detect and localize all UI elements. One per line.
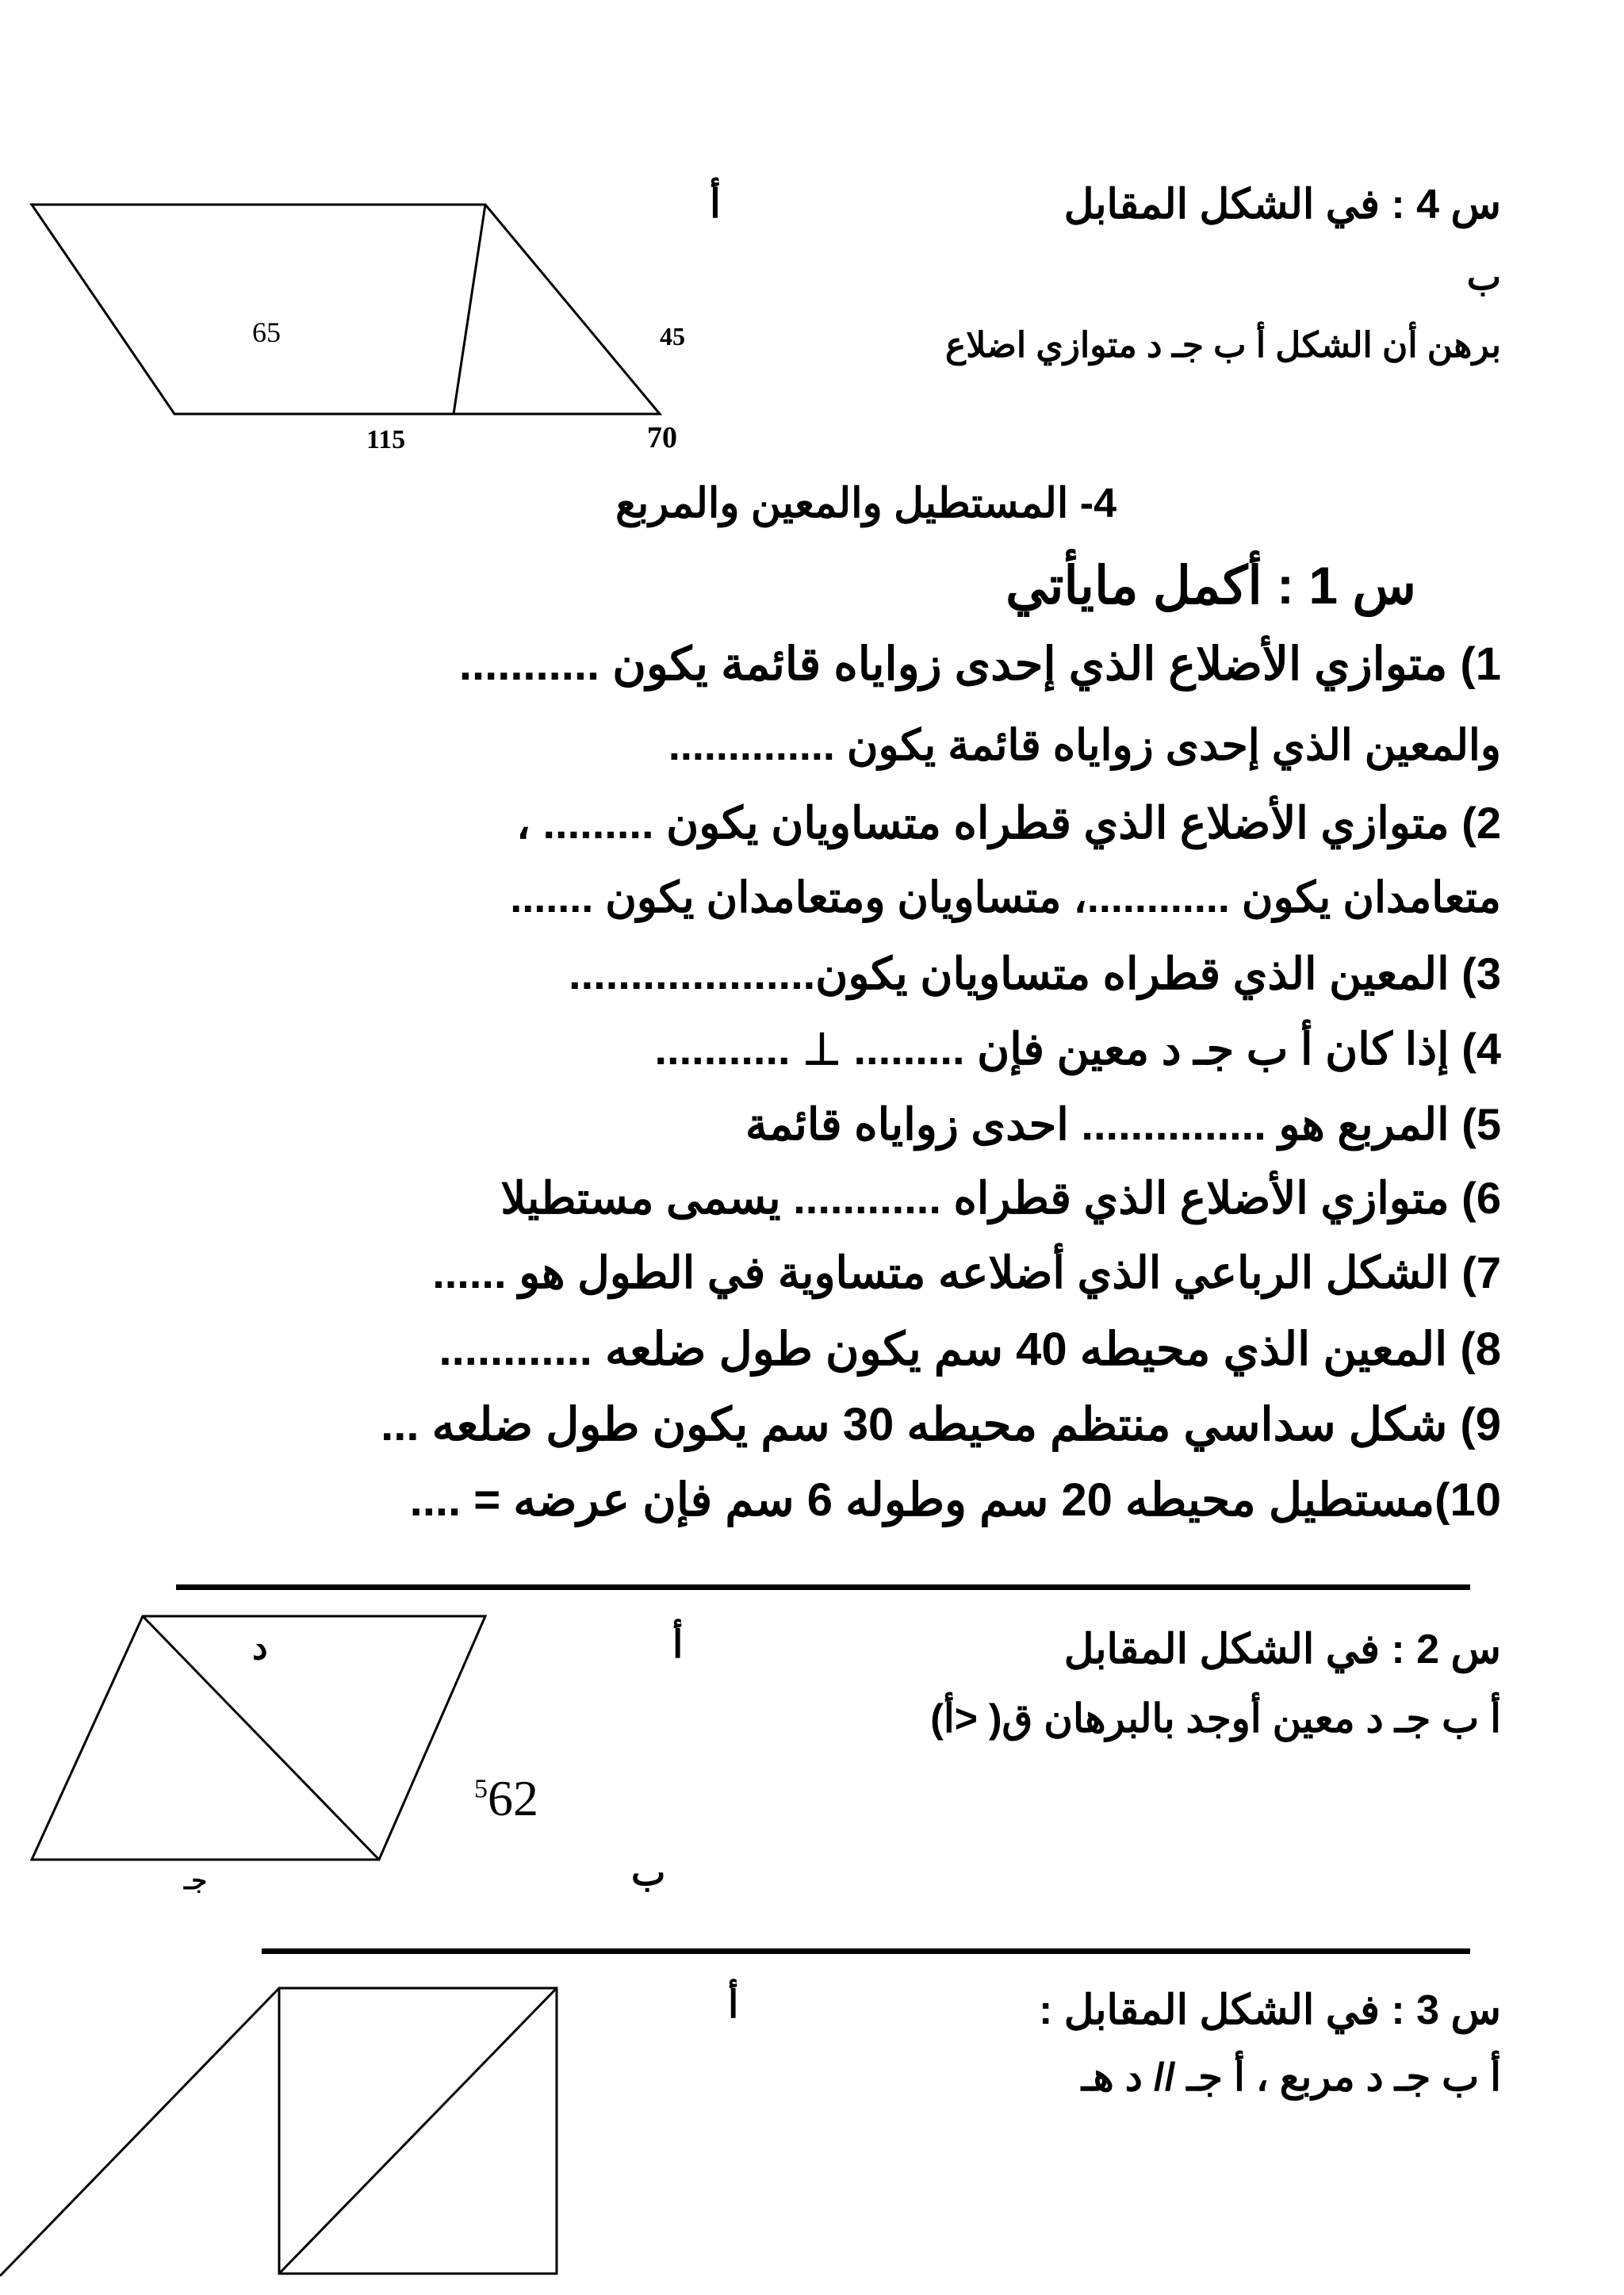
q1-item-2b: متعامدان يكون ............، متساويان ومتعامدان يكون ....... — [510, 874, 1501, 921]
q4-prove-text: برهن أن الشكل أ ب جـ د متوازي اضلاع — [945, 326, 1501, 365]
q3-figure — [0, 1988, 557, 2276]
q4-figure — [32, 205, 660, 414]
q1-item-1b: والمعين الذي إحدى زواياه قائمة يكون .............. — [668, 722, 1501, 769]
q4-angle-45: 45 — [660, 322, 685, 351]
q2-angle-value: 62 — [488, 1770, 538, 1826]
q2-angle-label — [474, 1770, 538, 1826]
q1-item-3: 3) المعين الذي قطراه متساويان يكون.................... — [569, 948, 1501, 998]
q2-angle-sup: 5 — [474, 1774, 488, 1804]
q3-parallel-line — [0, 1988, 279, 2276]
q3-title: س 3 : في الشكل المقابل : — [1038, 1987, 1501, 2033]
q1-item-8: 8) المعين الذي محيطه 40 سم يكون طول ضلعه ............ — [439, 1324, 1501, 1375]
q2-text: أ ب جـ د معين أوجد بالبرهان ق( <أ) — [930, 1696, 1501, 1741]
section-title: 4- المستطيل والمعين والمربع — [615, 481, 1116, 527]
q2-label-b: ب — [631, 1852, 666, 1893]
q4-angle-115: 115 — [366, 425, 406, 454]
q4-title: س 4 : في الشكل المقابل — [1063, 182, 1501, 228]
q4-parallelogram — [32, 205, 660, 414]
q2-label-a: أ — [672, 1624, 684, 1666]
q1-item-5: 5) المربع هو ............... احدى زواياه قائمة — [745, 1099, 1501, 1149]
q2-title: س 2 : في الشكل المقابل — [1063, 1626, 1501, 1672]
q1-title: س 1 : أكمل مايأتي — [1005, 556, 1416, 615]
q1-item-6: 6) متوازي الأضلاع الذي قطراه ............ يسمى مستطيلا — [500, 1173, 1501, 1223]
q4-angle-65: 65 — [252, 316, 281, 348]
divider-line — [176, 1584, 1470, 1590]
q4-diagonal — [454, 205, 485, 414]
q3-text: أ ب جـ د مربع ، أ جـ // د هـ — [1081, 2055, 1501, 2099]
q1-item-7: 7) الشكل الرباعي الذي أضلاعه متساوية في الطول هو ...... — [432, 1247, 1501, 1297]
divider-line — [262, 1948, 1470, 1954]
q1-item-1: 1) متوازي الأضلاع الذي إحدى زواياه قائمة يكون ........... — [458, 638, 1501, 690]
q1-item-9: 9) شكل سداسي منتظم محيطه 30 سم يكون طول ضلعه ... — [381, 1399, 1501, 1450]
q1-item-10: 10)مستطيل محيطه 20 سم وطوله 6 سم فإن عرضه = .... — [409, 1474, 1501, 1526]
q1-item-2: 2) متوازي الأضلاع الذي قطراه متساويان يكون ......... ، — [515, 798, 1501, 848]
q4-label-b: ب — [1466, 256, 1501, 297]
q1-item-4: 4) إذا كان أ ب جـ د معين فإن ......... ⊥ ........... — [654, 1024, 1501, 1074]
q2-label-j: جـ — [184, 1866, 208, 1895]
q4-label-a: أ — [710, 182, 721, 226]
q2-label-d: د — [252, 1628, 268, 1667]
q4-angle-70: 70 — [647, 421, 677, 454]
q3-square-diagonal — [279, 1988, 557, 2274]
q3-label-a: أ — [728, 1984, 739, 2026]
